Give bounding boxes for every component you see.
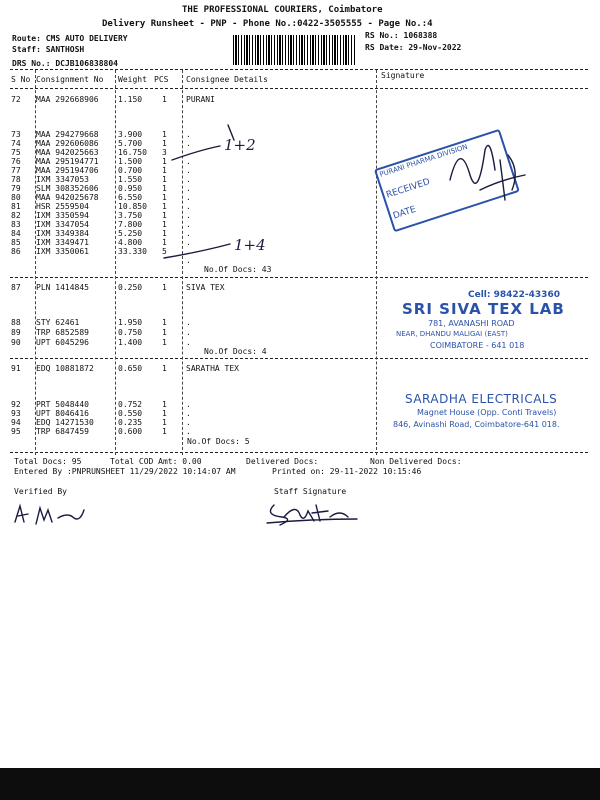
consignment-no: IXM 3349384 (36, 229, 89, 238)
pcs: 1 (162, 283, 167, 292)
weight: 4.800 (118, 238, 143, 247)
consignment-no: EDQ 10881872 (36, 364, 94, 373)
sno: 87 (11, 283, 21, 292)
sno: 84 (11, 229, 21, 238)
weight: 0.550 (118, 409, 143, 418)
pcs: 1 (162, 364, 167, 373)
weight: 0.950 (118, 184, 143, 193)
pcs: 1 (162, 139, 167, 148)
pcs: 1 (162, 211, 167, 220)
consignment-no: PRT 5048440 (36, 400, 89, 409)
weight: 1.950 (118, 318, 143, 327)
weight: 5.250 (118, 229, 143, 238)
bullet: . (186, 418, 191, 427)
stamp-line: DATE (391, 204, 418, 222)
docs-count: No.Of Docs: 5 (187, 437, 250, 446)
scan-edge (0, 768, 600, 800)
table-header-rule (10, 88, 588, 89)
drs-number: DRS No.: DCJB106838804 (12, 59, 118, 68)
bullet: . (186, 220, 191, 229)
docs-count: No.Of Docs: 43 (204, 265, 272, 274)
sno: 93 (11, 409, 21, 418)
consignment-no: IXM 3349471 (36, 238, 89, 247)
bullet: . (186, 247, 191, 256)
bullet: . (186, 238, 191, 247)
weight: 0.250 (118, 283, 143, 292)
bullet: . (186, 130, 191, 139)
printed-on: Printed on: 29-11-2022 10:15:46 (272, 467, 422, 476)
weight: 0.600 (118, 427, 143, 436)
stamp-line: Magnet House (Opp. Conti Travels) (417, 408, 557, 417)
col-sno: S No (11, 75, 31, 84)
weight: 0.235 (118, 418, 143, 427)
sno: 89 (11, 328, 21, 337)
sno: 80 (11, 193, 21, 202)
consignment-no: MAA 942025678 (36, 193, 99, 202)
stamp-line: 781, AVANASHI ROAD (428, 319, 515, 328)
stamp-line: NEAR, DHANDU MALIGAI (EAST) (396, 330, 508, 338)
pcs: 1 (162, 318, 167, 327)
stamp-line: SRI SIVA TEX LAB (402, 300, 565, 318)
stamp-line: RECEIVED (385, 177, 432, 201)
sno: 72 (11, 95, 21, 104)
annotation-note: 1+2 (224, 136, 256, 154)
consignment-no: IXM 3350594 (36, 211, 89, 220)
staff-signature (262, 495, 362, 530)
weight: 1.500 (118, 157, 143, 166)
weight: 0.700 (118, 166, 143, 175)
sno: 88 (11, 318, 21, 327)
bullet: . (186, 193, 191, 202)
stamp-line: Cell: 98422-43360 (468, 290, 560, 300)
verified-by-label: Verified By (14, 487, 67, 496)
col-signature: Signature (381, 71, 425, 80)
weight: 1.400 (118, 338, 143, 347)
consignment-no: SLM 308352606 (36, 184, 99, 193)
consignment-no: MAA 292606086 (36, 139, 99, 148)
bullet: . (186, 409, 191, 418)
sno: 74 (11, 139, 21, 148)
company-title: THE PROFESSIONAL COURIERS, Coimbatore (182, 5, 383, 15)
pcs: 1 (162, 166, 167, 175)
weight: 16.750 (118, 148, 147, 157)
weight: 0.750 (118, 328, 143, 337)
consignment-no: STY 62461 (36, 318, 80, 327)
bullet: . (186, 338, 191, 347)
verifier-signature (10, 500, 90, 530)
pcs: 1 (162, 95, 167, 104)
consignee-name: SIVA TEX (186, 283, 225, 292)
bullet: . (186, 184, 191, 193)
weight: 0.752 (118, 400, 143, 409)
table-top-rule (10, 69, 588, 70)
signature-stroke (267, 505, 357, 525)
stamp-line: 846, Avinashi Road, Coimbatore-641 018. (393, 420, 560, 429)
sno: 92 (11, 400, 21, 409)
weight: 0.650 (118, 364, 143, 373)
sno: 86 (11, 247, 21, 256)
pcs: 1 (162, 338, 167, 347)
consignment-no: EDQ 14271530 (36, 418, 94, 427)
staff-label: Staff: SANTHOSH (12, 45, 85, 54)
sivatex-stamp (390, 290, 590, 360)
group-separator (10, 277, 588, 278)
weight: 3.750 (118, 211, 143, 220)
sno: 73 (11, 130, 21, 139)
staff-signature-label: Staff Signature (274, 487, 347, 496)
pcs: 1 (162, 175, 167, 184)
pcs: 1 (162, 328, 167, 337)
pcs: 1 (162, 220, 167, 229)
total-docs: Total Docs: 95 (14, 457, 82, 466)
weight: 7.800 (118, 220, 143, 229)
sno: 85 (11, 238, 21, 247)
sno: 83 (11, 220, 21, 229)
consignment-no: MAA 294279668 (36, 130, 99, 139)
consignee-name: PURANI (186, 95, 215, 104)
pcs: 1 (162, 229, 167, 238)
weight: 10.850 (118, 202, 147, 211)
handwritten-annotations (150, 120, 280, 270)
pen-stroke (164, 244, 230, 258)
runsheet-title: Delivery Runsheet - PNP - Phone No.:0422-3505555 - Page No.:4 (102, 19, 433, 29)
pcs: 5 (162, 247, 167, 256)
col-pcs: PCS (154, 75, 169, 84)
sno: 81 (11, 202, 21, 211)
bullet: . (186, 148, 191, 157)
consignment-no: TRP 6852589 (36, 328, 89, 337)
consignment-no: MAA 295194706 (36, 166, 99, 175)
consignment-no: TRP 6847459 (36, 427, 89, 436)
col-consignment: Consignment No (36, 75, 104, 84)
bullet: . (186, 166, 191, 175)
bullet: . (186, 211, 191, 220)
bullet: . (186, 202, 191, 211)
delivered-docs: Delivered Docs: (246, 457, 319, 466)
consignee-name: SARATHA TEX (186, 364, 239, 373)
pcs: 1 (162, 400, 167, 409)
column-divider (35, 70, 36, 455)
saradha-stamp (393, 392, 595, 442)
annotation-note: 1+4 (234, 236, 266, 254)
pen-stroke (172, 146, 220, 160)
consignment-no: PLN 1414845 (36, 283, 89, 292)
sno: 78 (11, 175, 21, 184)
weight: 33.330 (118, 247, 147, 256)
weight: 6.550 (118, 193, 143, 202)
purani-signature (440, 120, 530, 210)
bullet: . (186, 175, 191, 184)
bullet: . (186, 427, 191, 436)
entered-by: Entered By :PNPRUNSHEET 11/29/2022 10:14:07 AM (14, 467, 236, 476)
sno: 82 (11, 211, 21, 220)
consignment-no: IXM 3347053 (36, 175, 89, 184)
sno: 77 (11, 166, 21, 175)
pcs: 1 (162, 184, 167, 193)
consignment-no: MAA 295194771 (36, 157, 99, 166)
bullet: . (186, 400, 191, 409)
bullet: . (186, 157, 191, 166)
pcs: 1 (162, 202, 167, 211)
pcs: 1 (162, 418, 167, 427)
bullet: . (186, 256, 191, 265)
consignment-no: MAA 942025663 (36, 148, 99, 157)
column-divider (115, 70, 116, 455)
rs-number: RS No.: 1068388 (365, 31, 438, 40)
pcs: 3 (162, 148, 167, 157)
pcs: 1 (162, 193, 167, 202)
consignment-no: MAA 292668906 (36, 95, 99, 104)
barcode (233, 35, 355, 65)
rs-date: RS Date: 29-Nov-2022 (365, 43, 462, 52)
sno: 76 (11, 157, 21, 166)
signature-stroke (15, 506, 84, 524)
col-weight: Weight (118, 75, 147, 84)
stamp-line: COIMBATORE - 641 018 (430, 341, 525, 350)
weight: 3.900 (118, 130, 143, 139)
sno: 79 (11, 184, 21, 193)
pcs: 1 (162, 130, 167, 139)
column-divider (376, 70, 377, 455)
total-cod: Total COD Amt: 0.00 (110, 457, 202, 466)
stamp-line: PURANI PHARMA DIVISION (378, 142, 469, 179)
consignment-no: UPT 8046416 (36, 409, 89, 418)
consignment-no: HSR 2559504 (36, 202, 89, 211)
docs-count: No.Of Docs: 4 (204, 347, 267, 356)
table-bottom-rule (10, 452, 588, 453)
sno: 91 (11, 364, 21, 373)
weight: 1.550 (118, 175, 143, 184)
pcs: 1 (162, 157, 167, 166)
col-consignee: Consignee Details (186, 75, 268, 84)
non-delivered-docs: Non Delivered Docs: (370, 457, 462, 466)
sno: 94 (11, 418, 21, 427)
pcs: 1 (162, 409, 167, 418)
weight: 5.700 (118, 139, 143, 148)
bullet: . (186, 139, 191, 148)
consignment-no: IXM 3347054 (36, 220, 89, 229)
sno: 95 (11, 427, 21, 436)
bullet: . (186, 318, 191, 327)
sno: 90 (11, 338, 21, 347)
bullet: . (186, 229, 191, 238)
consignment-no: UPT 6045296 (36, 338, 89, 347)
pcs: 1 (162, 427, 167, 436)
bullet: . (186, 328, 191, 337)
signature-stroke (450, 146, 525, 201)
weight: 1.150 (118, 95, 143, 104)
pcs: 1 (162, 238, 167, 247)
consignment-no: IXM 3350061 (36, 247, 89, 256)
route-label: Route: CMS AUTO DELIVERY (12, 34, 128, 43)
stamp-line: SARADHA ELECTRICALS (405, 392, 558, 406)
sno: 75 (11, 148, 21, 157)
